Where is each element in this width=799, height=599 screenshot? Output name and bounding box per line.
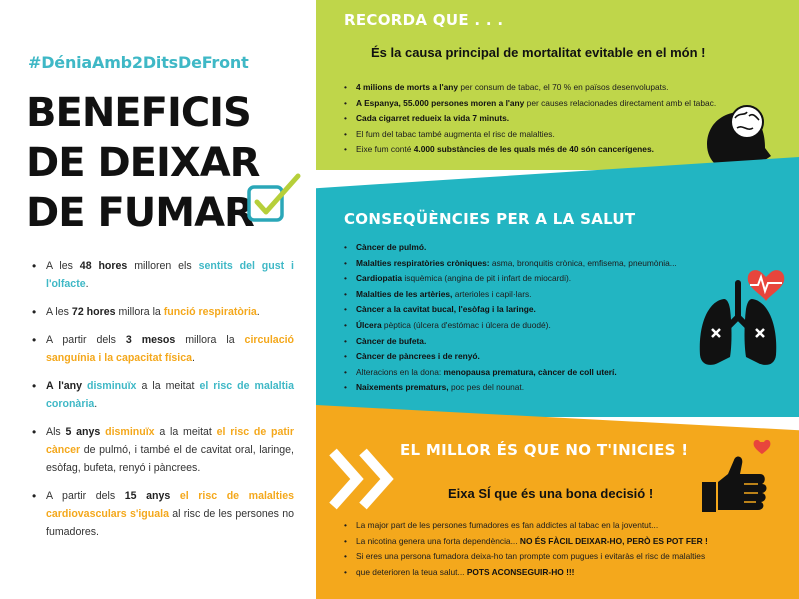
recorda-item bbox=[344, 127, 716, 143]
benefit-item-text: A partir dels bbox=[46, 334, 126, 346]
benefit-item-text: el risc de malalties cardiovasculars s'iguala bbox=[46, 490, 294, 520]
consequencia-item-text: poc pes del nounat. bbox=[448, 382, 525, 393]
millor-item-text: La nicotina genera una forta dependència... bbox=[356, 535, 520, 546]
benefit-item bbox=[32, 257, 294, 293]
title-line-1: BENEFICIS bbox=[26, 90, 251, 136]
benefit-item-text: millora la bbox=[175, 334, 245, 346]
consequencia-item-text: Càncer de pulmó. bbox=[356, 242, 427, 252]
millor-item-text: La major part de les persones fumadores es fan addictes al tabac en la joventut... bbox=[356, 520, 659, 530]
consequencia-item bbox=[344, 240, 677, 256]
title-line-2: DE DEIXAR bbox=[26, 140, 260, 186]
benefit-item-text: 72 hores bbox=[71, 306, 116, 318]
recorda-list bbox=[344, 80, 716, 158]
consequencia-item-text: Càncer a la cavitat bucal, l'esòfag i la laringe. bbox=[356, 304, 536, 315]
benefit-item-text bbox=[170, 490, 180, 502]
benefit-item-text: 5 anys bbox=[65, 426, 101, 438]
recorda-item-text: 4 milions de morts a l'any bbox=[356, 82, 459, 92]
consequencia-item-text: Càncer de pàncrees i de renyó. bbox=[356, 351, 480, 362]
benefit-item-text: millora la bbox=[115, 306, 164, 318]
recorda-item-text: El fum del tabac també augmenta el risc de malalties. bbox=[356, 128, 555, 139]
benefit-item-text: disminuïx bbox=[87, 380, 137, 392]
recorda-item bbox=[344, 96, 716, 112]
consequencia-item-text: Úlcera bbox=[356, 319, 382, 330]
benefit-item-text: de pulmó, i també el de cavitat oral, laringe, esòfag, bufeta, renyó i pàncrees. bbox=[46, 444, 294, 474]
consequencia-item bbox=[344, 365, 677, 381]
benefit-item bbox=[32, 303, 294, 321]
benefit-item-text: Als bbox=[46, 426, 66, 438]
consequencies-title: CONSEQÜÈNCIES PER A LA SALUT bbox=[344, 210, 636, 228]
consequencia-item-text: arterioles i capil·lars. bbox=[452, 288, 532, 299]
millor-item-text: Si eres una persona fumadora deixa-ho tan prompte com pugues i evitaràs el risc de malalties bbox=[356, 551, 706, 562]
thumbs-up-heart-icon bbox=[700, 438, 780, 518]
benefit-item-text: . bbox=[256, 306, 260, 318]
consequencia-item bbox=[344, 349, 677, 365]
consequencia-item-text: Naixements prematurs, bbox=[356, 382, 449, 393]
benefit-item-text: A l'any bbox=[46, 380, 82, 392]
recorda-item-text: per consum de tabac, el 70 % en països desenvolupats. bbox=[458, 82, 669, 92]
recorda-title: RECORDA QUE . . . bbox=[344, 11, 504, 29]
consequencia-item-text: Alteracions en la dona: bbox=[356, 366, 444, 377]
benefit-item bbox=[32, 423, 294, 477]
benefit-item-text: A partir dels bbox=[46, 490, 125, 502]
left-panel bbox=[0, 0, 316, 599]
benefit-item bbox=[32, 331, 294, 367]
benefit-item-text: a la meitat bbox=[154, 426, 217, 438]
benefit-item bbox=[32, 487, 294, 541]
millor-item bbox=[344, 549, 708, 565]
benefit-item-text: disminuïx bbox=[105, 426, 155, 438]
consequencia-item bbox=[344, 302, 677, 318]
lungs-heart-icon bbox=[690, 265, 790, 375]
consequencia-item bbox=[344, 380, 677, 396]
benefit-item bbox=[32, 377, 294, 413]
chevrons-right-icon bbox=[327, 446, 399, 512]
hashtag: #DéniaAmb2DitsDeFront bbox=[28, 53, 249, 72]
recorda-item-text: Eixe fum conté bbox=[356, 144, 414, 155]
benefits-list bbox=[32, 257, 294, 551]
recorda-section bbox=[316, 0, 799, 170]
benefit-item-text: sentits del gust i l'olfacte bbox=[46, 260, 294, 290]
benefit-item-text: el risc de malaltia coronària bbox=[46, 380, 294, 410]
consequencia-item bbox=[344, 334, 677, 350]
recorda-item bbox=[344, 80, 716, 96]
recorda-item-text: A Espanya, 55.000 persones moren a l'any bbox=[356, 97, 525, 108]
consequencia-item-text: pèptica (úlcera d'estómac i úlcera de duodé). bbox=[381, 319, 551, 330]
benefit-item-text: . bbox=[94, 398, 98, 410]
benefit-item-text: al risc de les persones no fumadores. bbox=[46, 508, 294, 538]
consequencia-item bbox=[344, 318, 677, 334]
recorda-subtitle: És la causa principal de mortalitat evitable en el món ! bbox=[371, 45, 706, 60]
benefit-item-text: funció respiratòria bbox=[163, 306, 257, 318]
recorda-item bbox=[344, 142, 716, 158]
recorda-item bbox=[344, 111, 716, 127]
benefit-item-text: 15 anys bbox=[124, 490, 171, 502]
recorda-item-text: 4.000 substàncies de les quals més de 40 són cancerígenes. bbox=[413, 144, 654, 155]
consequencia-item bbox=[344, 256, 677, 272]
benefit-item-text: . bbox=[85, 278, 89, 290]
millor-title: EL MILLOR ÉS QUE NO T'INICIES ! bbox=[400, 441, 689, 459]
checkbox-check-icon bbox=[246, 172, 302, 224]
consequencia-item-text: Malalties de les artèries, bbox=[356, 288, 453, 299]
benefit-item-text: el risc de patir càncer bbox=[46, 426, 294, 456]
title-line-3: DE FUMAR bbox=[26, 190, 254, 236]
consequencia-item-text: asma, bronquitis crònica, emfisema, pneumònia... bbox=[489, 257, 677, 268]
benefit-item-text: circulació sanguínia i la capacitat física bbox=[46, 334, 295, 364]
consequencia-item-text: Càncer de bufeta. bbox=[356, 335, 427, 346]
millor-item bbox=[344, 534, 708, 550]
benefit-item-text: 48 hores bbox=[79, 260, 128, 272]
page-title bbox=[26, 88, 259, 238]
millor-item bbox=[344, 518, 708, 534]
millor-item-text: POTS ACONSEGUIR-HO !!! bbox=[466, 566, 575, 577]
consequencia-item-text: Malalties respiratòries cròniques: bbox=[356, 257, 490, 268]
benefit-item-text: 3 mesos bbox=[125, 334, 176, 346]
millor-list bbox=[344, 518, 708, 580]
consequencia-item-text: Cardiopatia bbox=[356, 273, 403, 284]
consequencia-item-text: isquèmica (angina de pit i infart de miocardi). bbox=[402, 273, 572, 284]
millor-item-text: NO ÉS FÀCIL DEIXAR-HO, PERÒ ES POT FER ! bbox=[519, 535, 708, 546]
millor-subtitle: Eixa SÍ que és una bona decisió ! bbox=[448, 486, 654, 501]
benefit-item-text: A les bbox=[46, 306, 72, 318]
consequencia-item-text: menopausa prematura, càncer de coll uterí. bbox=[443, 366, 617, 377]
benefit-item-text: milloren els bbox=[127, 260, 199, 272]
consequencia-item bbox=[344, 287, 677, 303]
millor-item bbox=[344, 565, 708, 581]
benefit-item-text: . bbox=[192, 352, 195, 364]
recorda-item-text: per causes relacionades directament amb el tabac. bbox=[524, 97, 717, 108]
recorda-item-text: Cada cigarret redueix la vida 7 minuts. bbox=[356, 113, 510, 124]
millor-item-text: que deterioren la teua salut... bbox=[356, 566, 467, 577]
benefit-item-text: a la meitat bbox=[136, 380, 200, 392]
consequencies-list bbox=[344, 240, 677, 396]
benefit-item-text: A les bbox=[46, 260, 80, 272]
consequencia-item bbox=[344, 271, 677, 287]
